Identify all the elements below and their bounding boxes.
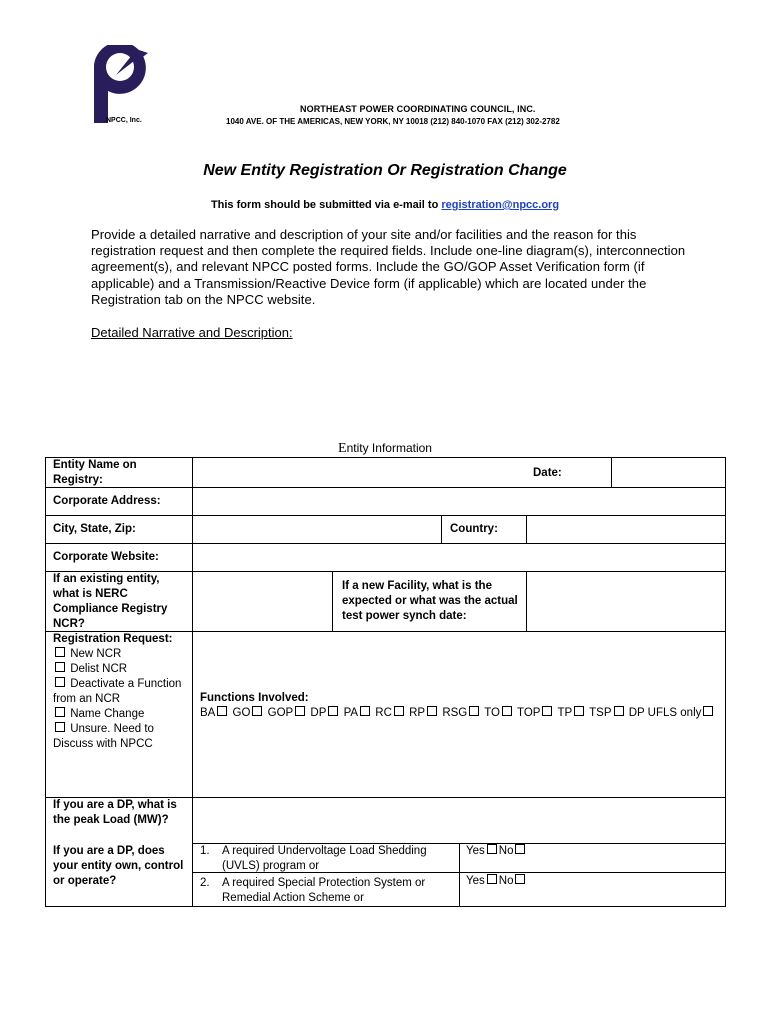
checkbox[interactable]: [328, 706, 338, 716]
func-go[interactable]: GO: [233, 707, 265, 719]
question-2-text: A required Special Protection System or Remedial Action Scheme or: [222, 877, 426, 904]
corporate-address-label: Corporate Address:: [53, 495, 161, 507]
peak-load-field[interactable]: [193, 798, 725, 843]
checkbox[interactable]: [502, 706, 512, 716]
email-link[interactable]: registration@npcc.org: [441, 199, 560, 211]
checkbox[interactable]: [469, 706, 479, 716]
new-facility-label: If a new Facility, what is the expected or what was the actual test power synch date:: [342, 580, 518, 622]
dp-own-label: If you are a DP, does your entity own, control or operate?: [53, 845, 184, 887]
checkbox[interactable]: [252, 706, 262, 716]
reg-option-deactivate[interactable]: Deactivate a Function from an NCR: [53, 678, 182, 705]
func-rp[interactable]: RP: [409, 707, 439, 719]
checkbox[interactable]: [703, 706, 713, 716]
intro-paragraph: Provide a detailed narrative and description of your site and/or facilities and the reason for this registration request and then complete the required fields. Include one-line diagram(s), interconnection agreement(s), and relevant NPCC posted forms. Include the GO/GOP Asset Verification form (if applicable) and a Transmission/Reactive Device form (if applicable) which are located under the Registration tab on the NPCC website.: [91, 227, 686, 307]
checkbox[interactable]: [394, 706, 404, 716]
func-rc[interactable]: RC: [375, 707, 406, 719]
corporate-address-field[interactable]: [193, 488, 725, 515]
checkbox[interactable]: [295, 706, 305, 716]
yes-checkbox[interactable]: [487, 844, 497, 854]
checkbox[interactable]: [427, 706, 437, 716]
entity-heading-initial: E: [338, 441, 347, 456]
func-top[interactable]: TOP: [517, 707, 554, 719]
entity-name-label: Entity Name on Registry:: [53, 459, 137, 486]
func-gop[interactable]: GOP: [268, 707, 308, 719]
ncr-field[interactable]: [193, 572, 332, 631]
date-field[interactable]: [612, 459, 725, 487]
checkbox[interactable]: [574, 706, 584, 716]
question-2-answer: Yes No: [466, 874, 527, 889]
func-dp[interactable]: DP: [310, 707, 340, 719]
synch-date-field[interactable]: [527, 572, 725, 631]
country-field[interactable]: [527, 516, 725, 543]
city-state-zip-label: City, State, Zip:: [53, 523, 136, 535]
city-state-zip-field[interactable]: [193, 516, 441, 543]
org-name: NORTHEAST POWER COORDINATING COUNCIL, INC.: [300, 104, 536, 114]
corporate-website-field[interactable]: [193, 544, 725, 571]
func-pa[interactable]: PA: [344, 707, 373, 719]
entity-form: [45, 457, 726, 907]
no-checkbox[interactable]: [515, 844, 525, 854]
functions-involved: [200, 691, 720, 721]
date-label: Date:: [533, 467, 562, 479]
existing-entity-label: If an existing entity, what is NERC Compliance Registry NCR?: [53, 573, 168, 630]
reg-option-delist-ncr[interactable]: Delist NCR: [53, 662, 191, 677]
registration-request: [53, 632, 191, 752]
page-title: New Entity Registration Or Registration Change: [203, 162, 567, 179]
func-tp[interactable]: TP: [557, 707, 586, 719]
corporate-website-label: Corporate Website:: [53, 551, 159, 563]
subtitle-text: This form should be submitted via e-mail to: [210, 199, 442, 211]
func-tsp[interactable]: TSP: [589, 707, 625, 719]
subtitle: [0, 199, 770, 211]
npcc-logo: [88, 45, 152, 127]
country-label: Country:: [450, 523, 498, 535]
func-ba[interactable]: BA: [200, 707, 229, 719]
checkbox[interactable]: [217, 706, 227, 716]
checkbox[interactable]: [55, 722, 65, 732]
entity-info-heading: [0, 441, 770, 457]
checkbox[interactable]: [55, 707, 65, 717]
checkbox[interactable]: [614, 706, 624, 716]
reg-option-unsure[interactable]: Unsure. Need to Discuss with NPCC: [53, 723, 154, 750]
no-checkbox[interactable]: [515, 874, 525, 884]
functions-label: Functions Involved:: [200, 692, 309, 704]
question-1-answer: Yes No: [466, 844, 527, 859]
entity-heading-rest: ntity Information: [346, 441, 432, 455]
org-short-name: NPCC, Inc.: [106, 117, 142, 124]
checkbox[interactable]: [55, 662, 65, 672]
registration-request-label: Registration Request:: [53, 633, 173, 645]
checkbox[interactable]: [55, 647, 65, 657]
reg-option-new-ncr[interactable]: New NCR: [53, 647, 191, 662]
yes-checkbox[interactable]: [487, 874, 497, 884]
question-1-number: 1.: [200, 845, 210, 857]
org-address: 1040 AVE. OF THE AMERICAS, NEW YORK, NY 10018 (212) 840-1070 FAX (212) 302-2782: [226, 117, 560, 126]
narrative-label: Detailed Narrative and Description:: [91, 325, 293, 340]
func-dp-ufls[interactable]: DP UFLS only: [629, 707, 716, 719]
question-1-text: A required Undervoltage Load Shedding (UVLS) program or: [222, 845, 427, 872]
checkbox[interactable]: [360, 706, 370, 716]
func-rsg[interactable]: RSG: [442, 707, 481, 719]
dp-peak-load-label: If you are a DP, what is the peak Load (MW)?: [53, 799, 177, 826]
checkbox[interactable]: [542, 706, 552, 716]
func-to[interactable]: TO: [484, 707, 514, 719]
reg-option-name-change[interactable]: Name Change: [53, 707, 191, 722]
checkbox[interactable]: [55, 677, 65, 687]
question-2-number: 2.: [200, 877, 210, 889]
functions-list: [200, 706, 720, 721]
